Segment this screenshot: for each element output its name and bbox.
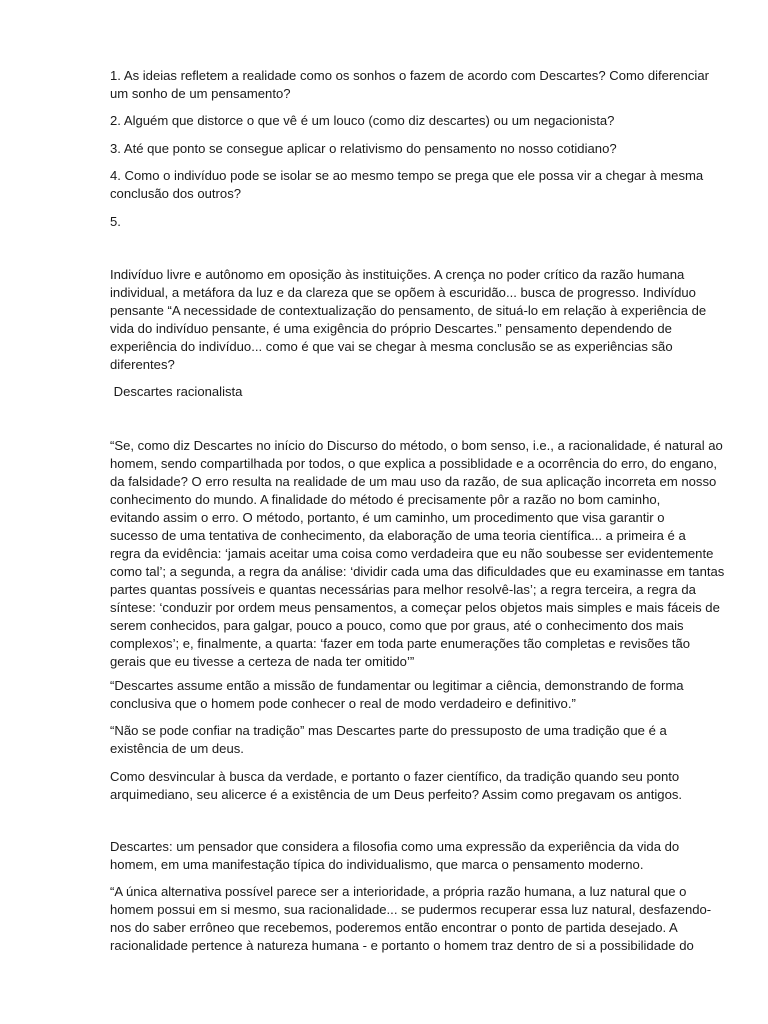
paragraph-tradicao — [110, 722, 715, 758]
text-line: Indivíduo livre e autônomo em oposição às instituições. A crença no poder crítico da razão humana — [110, 267, 685, 282]
paragraph-quote-metodo — [110, 437, 725, 671]
text-line: gerais que eu tivesse a certeza de nada ter omitido’” — [110, 654, 415, 669]
text-line: experiência do indivíduo... como é que vai se chegar à mesma conclusão se as experiências são — [110, 339, 673, 354]
text-line: diferentes? — [110, 357, 175, 372]
text-line: 2. Alguém que distorce o que vê é um louco (como diz descartes) ou um negacionista? — [110, 113, 615, 128]
question-1 — [110, 67, 715, 103]
text-line: síntese: ‘conduzir por ordem meus pensamentos, a começar pelos objetos mais simples e mais fáceis de — [110, 600, 720, 615]
text-line: conhecimento do mundo. A finalidade do método é precisamente pôr a razão no bom caminho, — [110, 492, 661, 507]
text-line: regra da evidência: ‘jamais aceitar uma coisa como verdadeira que eu não soubesse ser evidentemente — [110, 546, 714, 561]
text-line: homem, em uma manifestação típica do individualismo, que marca o pensamento moderno. — [110, 857, 644, 872]
paragraph-descartes-racionalista — [110, 383, 715, 401]
question-3 — [110, 140, 715, 158]
text-line: “Se, como diz Descartes no início do Discurso do método, o bom senso, i.e., a racionalidade, é natural ao — [110, 438, 723, 453]
text-line: complexos’; e, finalmente, a quarta: ‘fazer em toda parte enumerações tão completas e revisões tão — [110, 636, 691, 651]
text-line: serem conhecidos, para galgar, pouco a pouco, como que por graus, até o conhecimento dos mais — [110, 618, 684, 633]
text-line: conclusiva que o homem pode conhecer o real de modo verdadeiro e definitivo.” — [110, 696, 576, 711]
text-line: sucesso de uma tentativa de conhecimento, da elaboração de uma teoria científica... a primeira é a — [110, 528, 686, 543]
text-line: racionalidade pertence à natureza humana - e portanto o homem traz dentro de si a possibilidade do — [110, 938, 694, 953]
text-line: “Descartes assume então a missão de fundamentar ou legitimar a ciência, demonstrando de forma — [110, 678, 684, 693]
text-line: partes quantas possíveis e quantas necessárias para melhor resolvê-las’; a regra terceira, a regra da — [110, 582, 696, 597]
text-line: individual, a metáfora da luz e da clareza que se opõem à escuridão... busca de progresso. Indivíduo — [110, 285, 696, 300]
text-line: 3. Até que ponto se consegue aplicar o relativismo do pensamento no nosso cotidiano? — [110, 141, 617, 156]
text-line: existência de um deus. — [110, 741, 244, 756]
text-line: como tal’; a segunda, a regra da análise: ‘dividir cada uma das dificuldades que eu examinasse em tantas — [110, 564, 725, 579]
question-4 — [110, 167, 715, 203]
text-line: homem, sendo compartilhada por todos, o que explica a possiblidade e a ocorrência do erro, do engano, — [110, 456, 718, 471]
text-line: um sonho de um pensamento? — [110, 86, 291, 101]
question-5 — [110, 213, 715, 231]
paragraph-pensador — [110, 838, 715, 874]
text-line: homem possui em si mesmo, sua racionalidade... se pudermos recuperar essa luz natural, desfazendo- — [110, 902, 712, 917]
text-line: da falsidade? O erro resulta na realidade de um mau uso da razão, de sua aplicação incorreta em nosso — [110, 474, 717, 489]
text-line: 5. — [110, 214, 121, 229]
paragraph-individuo — [110, 266, 715, 374]
paragraph-interioridade — [110, 883, 715, 955]
text-line: arquimediano, seu alicerce é a existência de um Deus perfeito? Assim como pregavam os antigos. — [110, 787, 683, 802]
paragraph-desvincular — [110, 768, 715, 804]
text-line: vida do indivíduo pensante, é uma exigência do próprio Descartes.” pensamento dependendo de — [110, 321, 672, 336]
text-line: evitando assim o erro. O método, portanto, é um caminho, um procedimento que visa garantir o — [110, 510, 665, 525]
text-line: “Não se pode confiar na tradição” mas Descartes parte do pressuposto de uma tradição que é a — [110, 723, 667, 738]
question-2 — [110, 112, 715, 130]
text-line: Descartes: um pensador que considera a filosofia como uma expressão da experiência da vida do — [110, 839, 680, 854]
text-line: pensante “A necessidade de contextualização do pensamento, de situá-lo em relação à experiência de — [110, 303, 707, 318]
text-line: Como desvincular à busca da verdade, e portanto o fazer científico, da tradição quando seu ponto — [110, 769, 680, 784]
text-line: conclusão dos outros? — [110, 186, 242, 201]
paragraph-missao — [110, 677, 715, 713]
text-line: 1. As ideias refletem a realidade como os sonhos o fazem de acordo com Descartes? Como diferenciar — [110, 68, 709, 83]
text-line: 4. Como o indivíduo pode se isolar se ao mesmo tempo se prega que ele possa vir a chegar à mesma — [110, 168, 704, 183]
text-line: nos do saber errôneo que recebemos, poderemos então encontrar o ponto de partida desejado. A — [110, 920, 678, 935]
text-line: “A única alternativa possível parece ser a interioridade, a própria razão humana, a luz natural que o — [110, 884, 687, 899]
text-line: Descartes racionalista — [110, 384, 243, 399]
